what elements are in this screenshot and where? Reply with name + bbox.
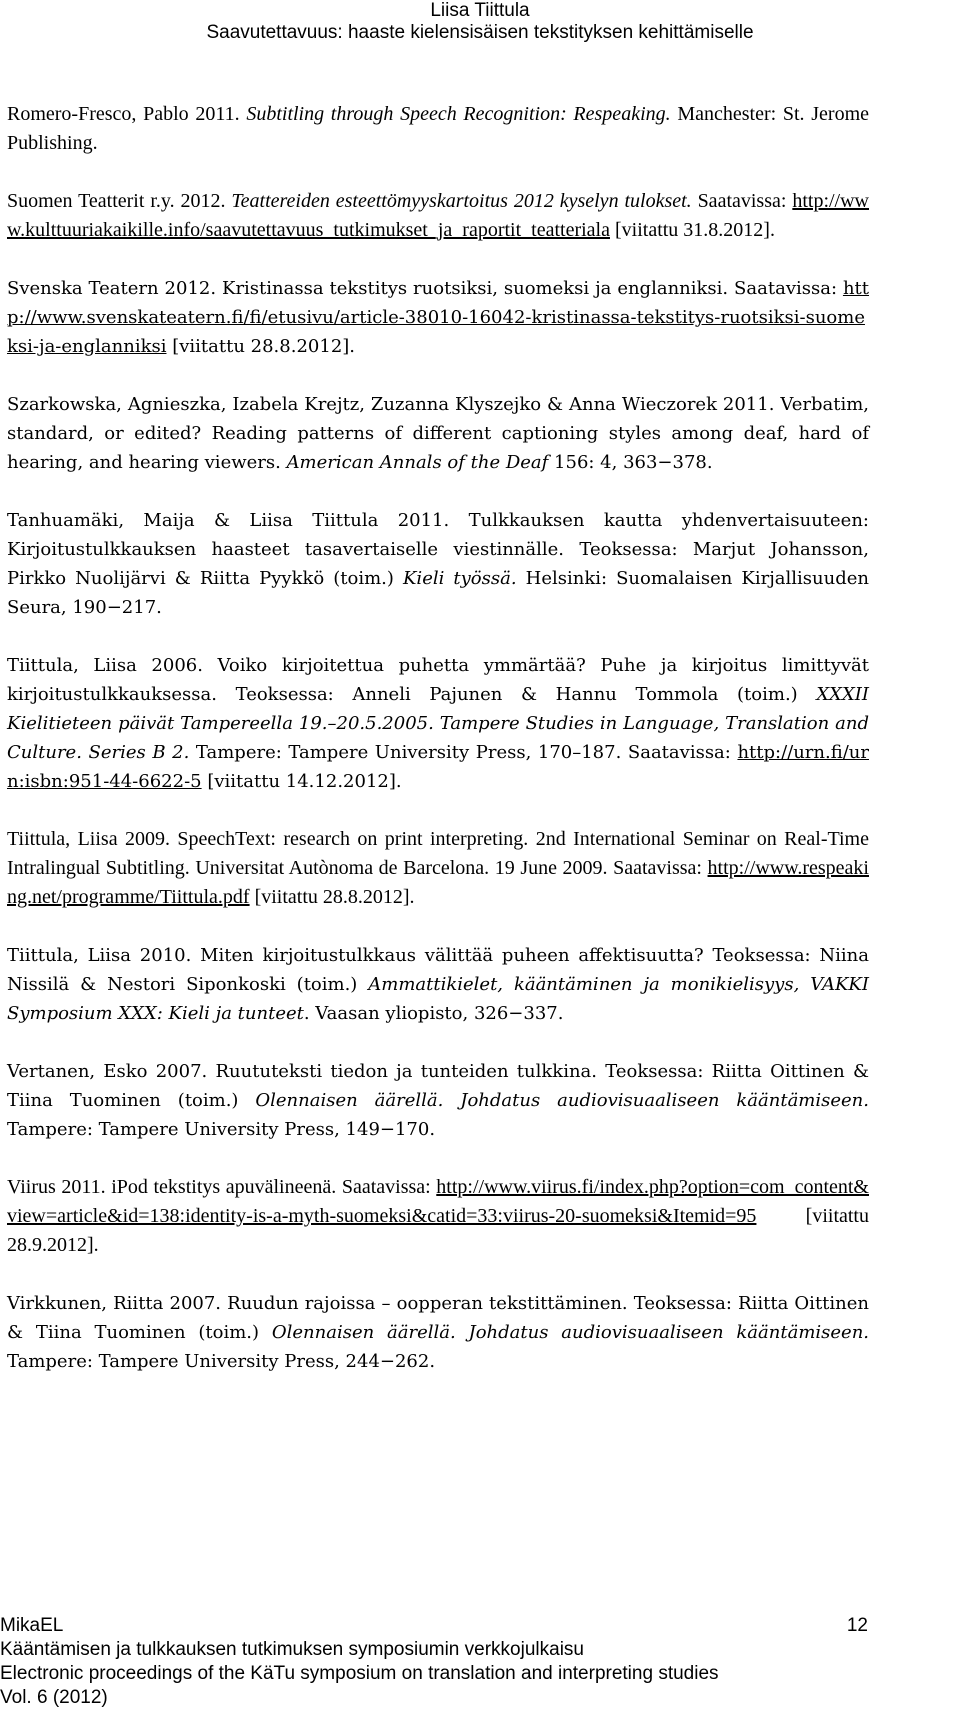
reference-title-italic: Olennaisen äärellä. Johdatus audiovisuaaliseen kääntämiseen. xyxy=(255,1090,869,1111)
reference-text: Tanhuamäki, Maija & Liisa Tiittula 2011. Tulkkauksen kautta yhdenvertaisuuteen: Kirjoitustulkkauksen haasteet tasavertaiselle viestinnälle. Teoksessa: Marjut Johansson, Pirkko Nuolijärvi & Riitta Pyykkö (toim.) xyxy=(7,510,869,589)
reference-entry xyxy=(7,941,869,1028)
reference-title-italic: American Annals of the Deaf xyxy=(286,452,549,473)
reference-text: Tampere: Tampere University Press, 244−262. xyxy=(7,1351,436,1372)
reference-list xyxy=(7,100,869,1376)
reference-text: Tampere: Tampere University Press, 149−170. xyxy=(7,1119,436,1140)
reference-entry xyxy=(7,1173,869,1260)
reference-link[interactable]: http://www.viirus.fi/index.php?option=com_content&view=article&id=138:identity-is-a-myth-suomeksi&catid=33:viirus-20-suomeksi&Itemid=95 xyxy=(7,1176,869,1227)
page-footer xyxy=(0,1614,868,1710)
reference-entry xyxy=(7,100,869,158)
reference-text: Tiittula, Liisa 2006. Voiko kirjoitettua puhetta ymmärtää? Puhe ja kirjoitus limittyvät kirjoitustulkkauksessa. Teoksessa: Anneli Pajunen & Hannu Tommola (toim.) xyxy=(7,655,869,705)
reference-link[interactable]: http://www.kulttuuriakaikille.info/saavutettavuus_tutkimukset_ja_raportit_teatteriala xyxy=(7,190,869,241)
reference-title-italic: Ammattikielet, kääntäminen ja monikielisyys, VAKKI Symposium XXX: Kieli ja tunteet xyxy=(7,974,869,1024)
reference-text: . Vaasan yliopisto, 326−337. xyxy=(303,1003,564,1024)
reference-text: Viirus 2011. iPod tekstitys apuvälineenä. Saatavissa: xyxy=(7,1176,437,1198)
reference-text: Manchester: St. Jerome Publishing. xyxy=(7,103,870,154)
reference-entry xyxy=(7,274,869,361)
reference-entry xyxy=(7,1289,869,1376)
reference-title-italic: XXXII Kielitieteen päivät Tampereella 19.–20.5.2005. Tampere Studies in Language, Translation and Culture. Series B 2. xyxy=(7,684,869,763)
reference-text: Vertanen, Esko 2007. Ruututeksti tiedon ja tunteiden tulkkina. Teoksessa: Riitta Oittinen & Tiina Tuominen (toim.) xyxy=(7,1061,869,1111)
reference-text: [viitattu 28.9.2012]. xyxy=(7,1205,869,1256)
reference-link[interactable]: http://www.respeaking.net/programme/Tiittula.pdf xyxy=(7,857,869,908)
reference-text: [viitattu 28.8.2012]. xyxy=(166,336,356,357)
reference-text: Szarkowska, Agnieszka, Izabela Krejtz, Zuzanna Klyszejko & Anna Wieczorek 2011. Verbatim, standard, or edited? Reading patterns of different captioning styles among deaf, hard of hearing, and hearing viewers. xyxy=(7,394,869,473)
reference-title-italic: Olennaisen äärellä. Johdatus audiovisuaaliseen kääntämiseen. xyxy=(271,1322,870,1343)
reference-text: Svenska Teatern 2012. Kristinassa tekstitys ruotsiksi, suomeksi ja englanniksi. Saatavissa: xyxy=(7,278,843,299)
footer-journal: MikaEL xyxy=(0,1615,64,1636)
header-title: Saavutettavuus: haaste kielensisäisen tekstityksen kehittämiselle xyxy=(206,22,754,43)
reference-text: Virkkunen, Riitta 2007. Ruudun rajoissa – oopperan tekstittäminen. Teoksessa: Riitta Oittinen & Tiina Tuominen (toim.) xyxy=(7,1293,869,1343)
reference-text: Romero-Fresco, Pablo 2011. xyxy=(7,103,247,125)
reference-text: Suomen Teatterit r.y. 2012. xyxy=(7,190,232,212)
header-author: Liisa Tiittula xyxy=(430,0,530,21)
footer-line-finnish: Kääntämisen ja tulkkauksen tutkimuksen symposiumin verkkojulkaisu xyxy=(0,1639,584,1660)
reference-entry xyxy=(7,651,869,796)
reference-text: [viitattu 31.8.2012]. xyxy=(609,219,775,241)
reference-title-italic: Subtitling through Speech Recognition: Respeaking. xyxy=(246,103,671,125)
reference-text: Tampere: Tampere University Press, 170–187. Saatavissa: xyxy=(189,742,738,763)
page-number: 12 xyxy=(846,1615,868,1636)
reference-title-italic: Teattereiden esteettömyyskartoitus 2012 kyselyn tulokset. xyxy=(231,190,692,212)
reference-text: [viitattu 28.8.2012]. xyxy=(249,886,415,908)
footer-line-english: Electronic proceedings of the KäTu symposium on translation and interpreting studies xyxy=(0,1663,719,1684)
reference-entry xyxy=(7,506,869,622)
running-header xyxy=(0,0,960,44)
reference-link[interactable]: http://urn.fi/urn:isbn:951-44-6622-5 xyxy=(7,742,869,792)
reference-entry xyxy=(7,825,869,912)
reference-text: [viitattu 14.12.2012]. xyxy=(201,771,402,792)
reference-entry xyxy=(7,1057,869,1144)
reference-text: Tiittula, Liisa 2009. SpeechText: research on print interpreting. 2nd International Seminar on Real-Time Intralingual Subtitling. Universitat Autònoma de Barcelona. 19 June 2009. Saatavissa: xyxy=(7,828,869,879)
footer-volume: Vol. 6 (2012) xyxy=(0,1687,108,1708)
reference-title-italic: Kieli työssä. xyxy=(402,568,517,589)
reference-text: Saatavissa: xyxy=(691,190,793,212)
reference-entry xyxy=(7,390,869,477)
reference-entry xyxy=(7,187,869,245)
reference-text: Helsinki: Suomalaisen Kirjallisuuden Seura, 190−217. xyxy=(7,568,870,618)
reference-link[interactable]: http://www.svenskateatern.fi/fi/etusivu/article-38010-16042-kristinassa-tekstitys-ruotsiksi-suomeksi-ja-englanniksi xyxy=(7,278,869,357)
reference-text: 156: 4, 363−378. xyxy=(548,452,713,473)
reference-text: Tiittula, Liisa 2010. Miten kirjoitustulkkaus välittää puheen affektisuutta? Teoksessa: Niina Nissilä & Nestori Siponkoski (toim.) xyxy=(7,945,869,995)
